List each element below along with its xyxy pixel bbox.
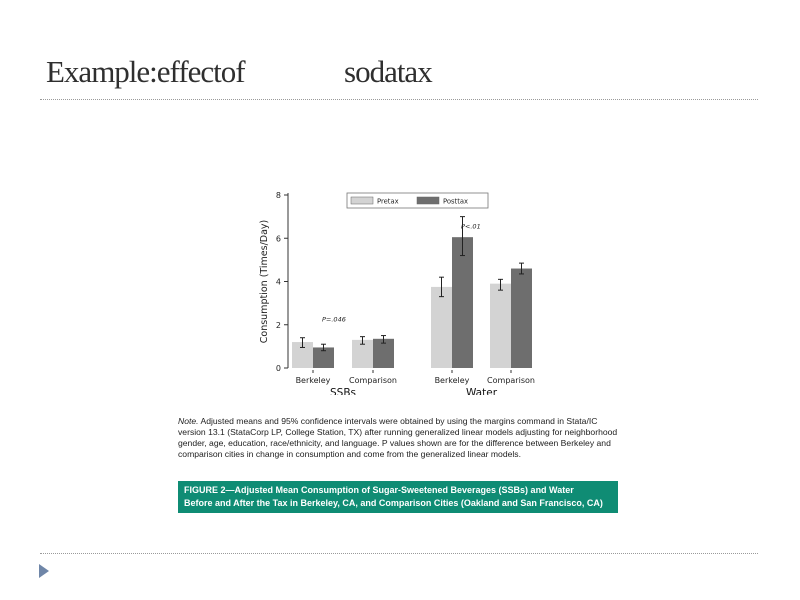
bar-posttax bbox=[511, 269, 532, 368]
x-tick-label: Comparison bbox=[349, 376, 397, 385]
caption-line-2: Before and After the Tax in Berkeley, CA, and Comparison Cities (Oakland and San Francisco, CA) bbox=[184, 498, 603, 508]
slide-title-part-1: Example:effectof bbox=[46, 54, 245, 89]
figure-note bbox=[178, 416, 618, 460]
bar-posttax bbox=[452, 237, 473, 368]
figure-caption bbox=[178, 481, 618, 513]
legend-label: Pretax bbox=[377, 197, 399, 206]
group-label: SSBs bbox=[329, 387, 357, 395]
y-tick-label: 6 bbox=[275, 234, 281, 244]
legend-swatch bbox=[417, 197, 439, 204]
bar-chart bbox=[240, 180, 550, 395]
bullet-arrow-icon bbox=[39, 564, 49, 578]
legend-swatch bbox=[351, 197, 373, 204]
p-value-annotation: P=.046 bbox=[322, 315, 346, 324]
note-label: Note. bbox=[178, 416, 199, 426]
y-axis-label: Consumption (Times/Day) bbox=[259, 219, 270, 344]
bar-pretax bbox=[490, 284, 511, 368]
y-tick-label: 4 bbox=[275, 277, 281, 287]
bar-pretax bbox=[431, 287, 452, 368]
slide-title bbox=[46, 54, 432, 90]
caption-line-1: FIGURE 2—Adjusted Mean Consumption of Sugar-Sweetened Beverages (SSBs) and Water bbox=[184, 485, 574, 495]
bottom-divider bbox=[40, 553, 758, 554]
y-tick-label: 0 bbox=[275, 364, 281, 373]
group-label: Water bbox=[465, 387, 498, 395]
x-tick-label: Comparison bbox=[487, 376, 535, 385]
y-tick-label: 8 bbox=[275, 191, 281, 200]
x-tick-label: Berkeley bbox=[434, 376, 470, 385]
x-tick-label: Berkeley bbox=[295, 376, 331, 385]
y-tick-label: 2 bbox=[275, 320, 281, 330]
slide-title-part-2: sodatax bbox=[344, 54, 432, 89]
note-body: Adjusted means and 95% confidence intervals were obtained by using the margins command in Stata/IC version 13.1 (StataCorp LP, College Station, TX) after running generalized linear models adjusting for neighborhood gender, age, education, race/ethnicity, and language. P values shown are for the difference between Berkeley and comparison cities in change in consumption and come from the generalized linear models. bbox=[178, 416, 618, 459]
legend-label: Posttax bbox=[443, 197, 469, 206]
p-value-annotation: P<.01 bbox=[461, 222, 481, 231]
top-divider bbox=[40, 99, 758, 100]
